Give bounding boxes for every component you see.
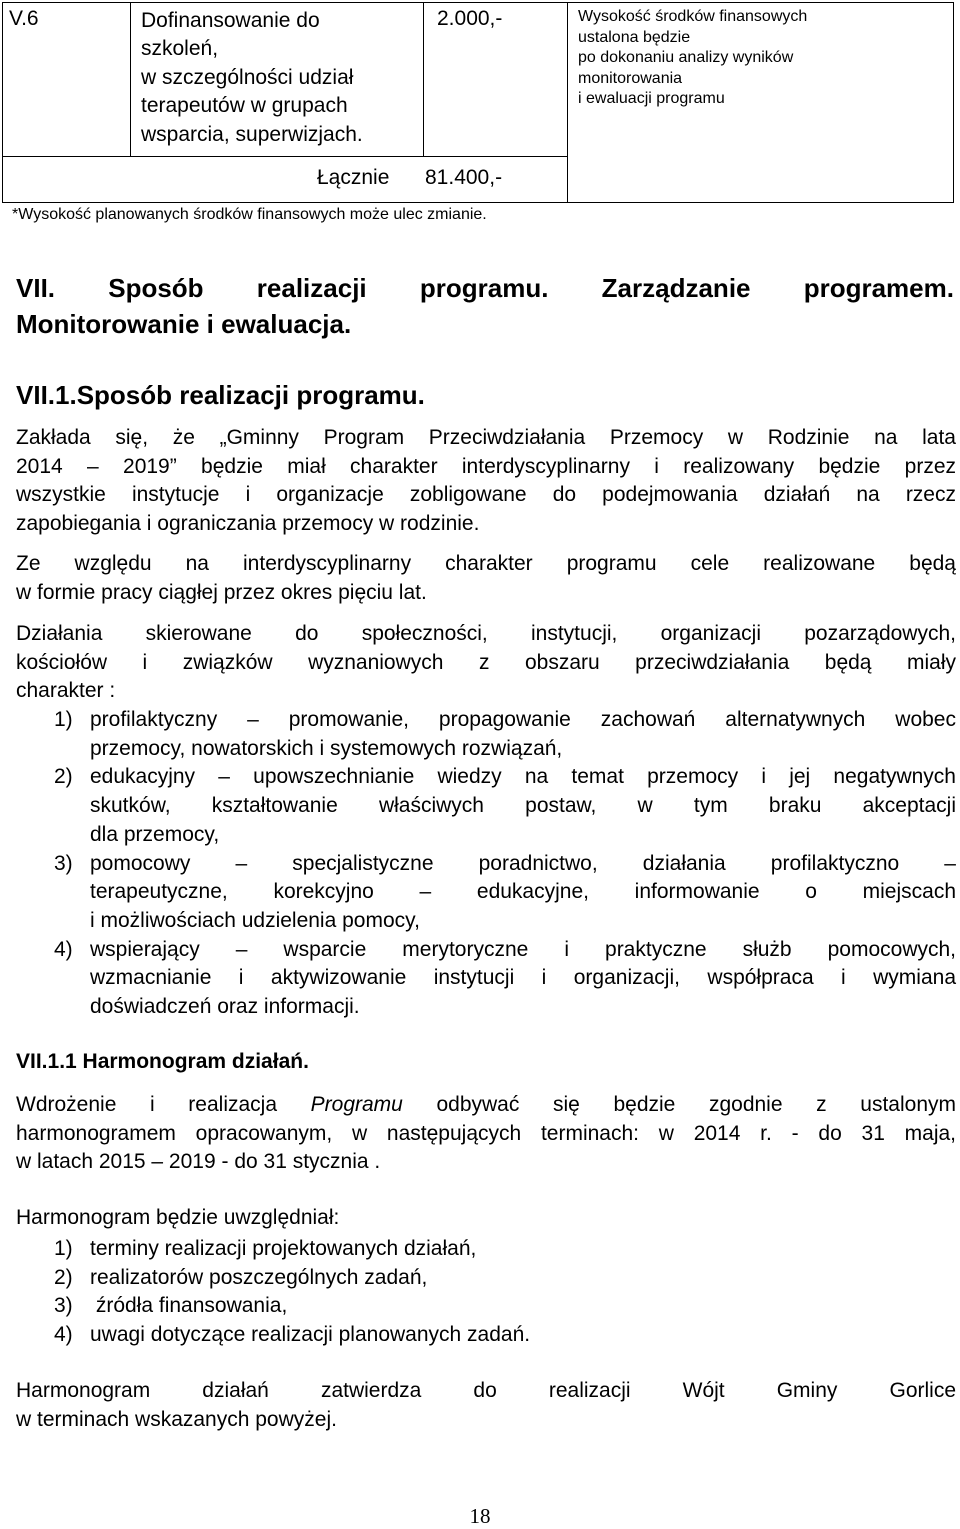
list-item: 1) terminy realizacji projektowanych działań, <box>54 1237 477 1260</box>
total-cell <box>3 157 568 203</box>
paragraph-3: Działania skierowane do społeczności, instytucji, organizacji pozarządowych, kościołów i związków wyznaniowych z obszaru przeciwdziałania będą miały charakter : <box>16 622 956 703</box>
row-amount: 2.000,- <box>424 3 568 157</box>
page-number: 18 <box>469 1504 491 1528</box>
row-note: Wysokość środków finansowych ustalona będzie po dokonaniu analizy wyników monitorowania i ewaluacji programu <box>568 3 954 203</box>
total-label: Łącznie <box>317 166 390 189</box>
paragraph-1: Zakłada się, że „Gminny Program Przeciwdziałania Przemocy w Rodzinie na lata 2014 – 2019” będzie miał charakter interdyscyplinarny i realizowany będzie przez wszystkie instytucje i organizacje zobligowane do podejmowania działań na rzecz zapobiegania i ograniczania przemocy w rodzinie. <box>16 426 956 536</box>
row-description: Dofinansowanie do szkoleń, w szczególności udział terapeutów w grupach wsparcia, superwizjach. <box>131 3 424 157</box>
schedule-list <box>16 1235 956 1350</box>
paragraph-2: Ze względu na interdyscyplinarny charakter programu cele realizowane będą w formie pracy ciągłej przez okres pięciu lat. <box>16 552 956 604</box>
section-heading-line2: Monitorowanie i ewaluacja. <box>16 309 352 339</box>
subsection-heading: VII.1.Sposób realizacji programu. <box>16 380 425 410</box>
list-item: 2) edukacyjny – upowszechnianie wiedzy na temat przemocy i jej negatywnych skutków, kształtowanie właściwych postaw, w tym braku akceptacji dla przemocy, <box>54 765 956 846</box>
list-item: 3) źródła finansowania, <box>54 1294 288 1318</box>
list-item: 1) profilaktyczny – promowanie, propagowanie zachowań alternatywnych wobec przemocy, nowatorskich i systemowych rozwiązań, <box>54 708 956 760</box>
activity-list <box>16 706 956 1022</box>
list-item: 2) realizatorów poszczególnych zadań, <box>54 1265 428 1289</box>
list-item: 4) uwagi dotyczące realizacji planowanych zadań. <box>54 1323 531 1347</box>
list-item: 3) pomocowy – specjalistyczne poradnictwo, działania profilaktyczno – terapeutyczne, korekcyjno – edukacyjne, informowanie o miejscach i możliwościach udzielenia pomocy, <box>54 851 956 932</box>
total-value: 81.400,- <box>425 166 503 189</box>
paragraph-4: Wdrożenie i realizacja Programu odbywać się będzie zgodnie z ustalonym harmonogramem opracowanym, w następujących terminach: w 2014 r. - do 31 maja, w latach 2015 – 2019 - do 31 stycznia . <box>16 1093 956 1174</box>
table-row <box>3 3 954 157</box>
list-item: 4) wspierający – wsparcie merytoryczne i praktyczne służb pomocowych, wzmacnianie i aktywizowanie instytucji i organizacji, współpraca i wymiana doświadczeń oraz informacji. <box>54 937 956 1019</box>
row-number: V.6 <box>3 3 131 157</box>
footnote: *Wysokość planowanych środków finansowych może ulec zmianie. <box>12 206 487 223</box>
section-heading-line1: VII. Sposób realizacji programu. Zarządzanie programem. <box>16 273 954 303</box>
paragraph-5: Harmonogram będzie uwzględniał: <box>16 1206 340 1229</box>
paragraph-6: Harmonogram działań zatwierdza do realizacji Wójt Gminy Gorlice w terminach wskazanych powyżej. <box>16 1379 956 1431</box>
subsection-heading-2: VII.1.1 Harmonogram działań. <box>16 1050 309 1073</box>
budget-table <box>2 2 954 203</box>
